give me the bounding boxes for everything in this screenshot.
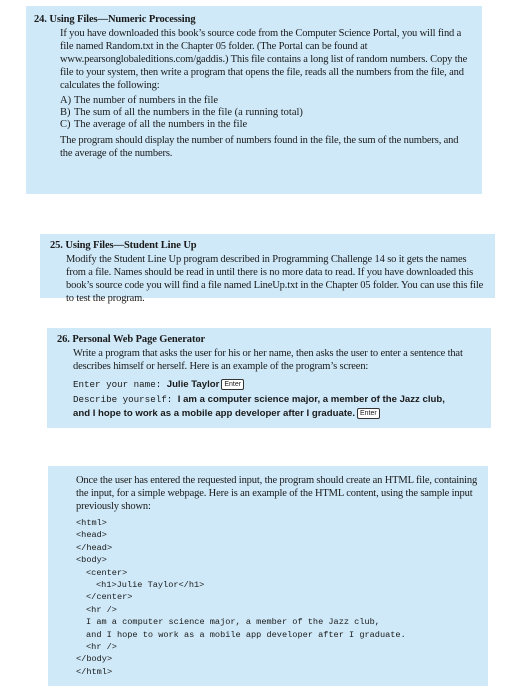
code-line: </head> [76,542,113,553]
continuation-body: Once the user has entered the requested input, the program should create an HTML file, containing the input, for a simple webpage. Here is an example of the HTML content, using the sample input previously shown: [76,475,478,512]
html-code-block [76,517,478,678]
sample-screen [73,377,481,421]
problem-25-panel [40,234,495,304]
enter-key-icon: Enter [221,379,244,390]
name-prompt-line: Enter your name: Julie Taylor Enter [73,377,481,392]
code-line: <h1>Julie Taylor</h1> [96,580,205,591]
problem-24-outro: The program should display the number of numbers found in the file, the sum of the numbers, and the average of the numbers. [60,135,459,159]
html-output-panel [48,466,488,686]
problem-24-heading: 24. Using Files—Numeric Processing [34,14,196,25]
code-line: </body> [76,654,113,665]
list-item: B) The sum of all the numbers in the file (a running total) [60,107,303,118]
problem-24-intro: If you have downloaded this book’s source code from the Computer Science Portal, you will find a file named Random.txt in the Chapter 05 folder. (The Portal can be found at www.pearsonglobaleditions.com/gaddis.) This file contains a long list of random numbers. Copy the file to your system, then write a program that opens the file, reads all the numbers from the file, and calculates the following: [60,28,468,91]
code-line: <html> [76,518,107,528]
code-line: <hr /> [86,642,117,653]
code-line: <body> [76,555,107,566]
code-line: and I hope to work as a mobile app developer after I graduate. [86,629,406,640]
describe-prompt-line: Describe yourself: I am a computer science major, a member of the Jazz club, [73,393,445,405]
problem-24-list [60,95,472,131]
list-item: C) The average of all the numbers in the file [60,119,248,130]
list-item: A) The number of numbers in the file [60,95,219,106]
problem-26-body: Write a program that asks the user for his or her name, then asks the user to enter a sentence that describes himself or herself. Here is an example of the program’s screen: [73,348,463,372]
code-line: <head> [76,530,107,541]
describe-continuation-line: and I hope to work as a mobile app developer after I graduate. Enter [73,406,481,421]
problem-26-heading: 26. Personal Web Page Generator [57,334,206,345]
problem-24-panel [26,6,482,194]
problem-26-panel [47,328,491,428]
problem-25-body: Modify the Student Line Up program described in Programming Challenge 14 so it gets the names from a file. Names should be read in until there is no more data to read. If you have downloaded this book’s source code you will find a file named LineUp.txt in the Chapter 05 folder. You can use this file to test the program. [66,254,484,304]
code-line: <center> [86,567,128,578]
code-line: I am a computer science major, a member of the Jazz club, [86,617,380,628]
code-line: </center> [86,592,133,603]
enter-key-icon: Enter [357,408,380,419]
code-line: <hr /> [86,604,117,615]
problem-25-heading: 25. Using Files—Student Line Up [50,240,197,251]
code-line: </html> [76,666,113,677]
